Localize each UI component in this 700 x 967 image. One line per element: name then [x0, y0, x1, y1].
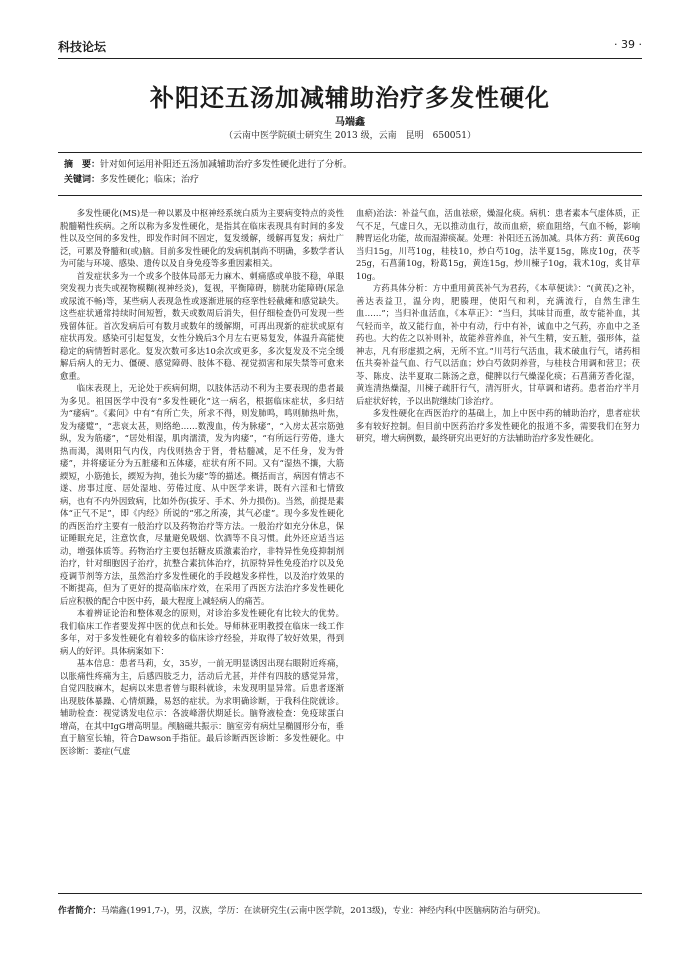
header-rule	[58, 58, 642, 59]
running-header	[58, 38, 642, 58]
abstract-top-rule	[58, 152, 642, 153]
body-paragraph: 方药具体分析：方中重用黄芪补气为君药，《本草便读》：“(黄芪)之补，善达表益卫，温分肉，肥腠理，使阳气和利，充满流行，自然生津生血……”；当归补血活血，《本草正》：“当归，其味甘而重，故专能补血，其气轻而辛，故又能行血，补中有动，行中有补，诚血中之气药，亦血中之圣药也。大约佐之以补则补，故能养营养血，补气生精，安五脏，强形体，益神志，凡有形虚损之病，无所不宜。”川芎行气活血，栽术破血行气，诸药相伍共奏补益气血、行气以活血；炒白芍敛阴养营，与桂枝合用调和营卫；茯苓、陈皮、法半夏取二陈汤之意，健脾以行气燥湿化痰；石菖蒲芳香化湿，黄连清热燥湿，川楝子疏肝行气，清泻肝火，甘草调和诸药。患者治疗半月后症状好转，予以出院继续门诊治疗。	[356, 283, 640, 406]
body-paragraph: 多发性硬化在西医治疗的基础上，加上中医中药的辅助治疗，患者症状多有较好控制。但目前中医药治疗多发性硬化的报道不多，需要我们在努力研究，增大病例数，最终研究出更好的方法辅助治疗多发性硬化。	[356, 408, 640, 443]
keywords-label: 关键词：	[64, 175, 101, 185]
article-title: 补阳还五汤加减辅助治疗多发性硬化	[150, 84, 550, 112]
footnote-text: 马端鑫(1991,7-)，男，汉族，学历：在读研究生(云南中医学院，2013级)，专业：神经内科(中医脑病防治与研究)。	[100, 906, 546, 916]
body-paragraph: 基本信息：患者马莉，女，35岁，一前无明显诱因出现右眼附近疼痛，以胀痛性疼痛为主，后感四肢乏力，活动后尤甚，并伴有四肢的感觉异常，自觉四肢麻木，起病以来患者曾与眼科就诊，未发现明显异常。后患者逐渐出现肢体暴躁、心情烦躁，易怒的症状。为求明确诊断，于我科住院就诊。辅助检查：视觉诱发电位示：各波峰潜伏期延长。脑脊液检查：免疫球蛋白增高，在其中IgG增高明显。颅脑磁共振示：脑室旁有病灶呈椭圆形分布，垂直于脑室长轴，符合Dawson手指征。最后诊断西医诊断：多发性硬化。中医诊断：萎症(气虚	[60, 658, 344, 756]
footnote-label: 作者简介：	[58, 906, 101, 916]
body-paragraph: 本着辨证论治和整体观念的原则，对诊治多发性硬化有比较大的优势。我们临床工作者要发挥中医的优点和长处。导师林亚明教授在临床一线工作多年，对于多发性硬化有着较多的临床诊疗经验，并取得了较好效果，得到病人的好评。具体病案如下：	[60, 608, 344, 656]
body-column-left	[60, 207, 344, 757]
body-paragraph: 临床表现上，无论处于疾病何期，以肢体活动不利为主要表现的患者最为多见。祖国医学中没有“多发性硬化”这一病名，根据临床症状，多归结为“痿病”。《素问》中有“有所亡失，所求不得，则发肺鸣，鸣则肺热叶焦，发为痿躄”，“悲哀太甚，则络绝……数溲血，传为脉痿”，“入房太甚宗筋弛纵，发为筋痿”，“居处相湿，肌肉濡渍，发为肉痿”，“有所远行劳倦，逢大热而渴，渴则阳气内伐，内伐则热舍于肾，骨枯髓减，足不任身，发为骨痿”，并将痿证分为五脏痿和五体痿，症状有所不同。又有“湿热不攘，大筋緛短，小筋弛长，緛短为拘，弛长为痿”等的描述。概括而言，病因有情志不遂、房事过度、居处湿地、劳倦过度、从中医学来讲，既有六淫和七情致病，也有不内外因致病，比如外伤(拔牙、手术、外力损伤)。当然，前提是素体“正气不足”，即《内经》所说的“邪之所凑，其气必虚”。现今多发性硬化的西医治疗主要有一般治疗以及药物治疗等方法。一般治疗如充分休息，保证睡眠充足，注意饮食，尽量避免吸烟、饮酒等不良习惯。此外还应适当运动，增强体质等。药物治疗主要包括糖皮质激素治疗，非特异性免疫抑制剂治疗，针对细胞因子治疗，抗整合素抗体治疗，抗原特异性免疫治疗以及免疫调节剂等方法，虽然治疗多发性硬化的手段越发多样性，以及治疗效果的不断提高，但为了更好的提高临床疗效，在采用了西医方法治疗多发性硬化后应积极的配合中医中药，最大程度上减轻病人的痛苦。	[60, 383, 344, 606]
keywords-line	[64, 173, 636, 188]
body-paragraph: 多发性硬化(MS)是一种以累及中枢神经系统白质为主要病变特点的炎性脱髓鞘性疾病。之所以称为多发性硬化，是指其在临床表现具有时间的多发性以及空间的多发性，即发作时间不固定，复发缓解，缓解再复发；病灶广泛，可累及脊髓和(或)脑。目前多发性硬化的发病机制尚不明确，多数学者认为可能与环境、感染、遗传以及自身免疫等多重因素相关。	[60, 208, 344, 268]
author-affiliation: （云南中医学院硕士研究生 2013 级，云南 昆明 650051）	[224, 131, 476, 141]
journal-name: 科技论坛	[58, 40, 107, 54]
author-name: 马端鑫	[335, 117, 365, 128]
footnote-rule	[58, 893, 642, 894]
abstract-label: 摘 要：	[64, 160, 101, 170]
page-number: · 39 ·	[614, 38, 642, 51]
body-paragraph: 血瘀)治法：补益气血，活血祛瘀，燥湿化痰。病机：患者素本气虚体质，正气不足，气虚日久，无以推动血行，故而血瘀，瘀血阻络，气血不畅，影响脾胃运化功能，故而湿滞痰凝。处理：补阳还五汤加减。具体方药：黄芪60g当归15g，川芎10g，桂枝10，炒白芍10g，法半夏15g，陈皮10g，茯苓25g，石菖蒲10g，粉葛15g，黄连15g，炒川楝子10g，栽术10g，炙甘草10g。	[356, 208, 641, 281]
abstract-bottom-rule	[58, 195, 642, 196]
keywords-text: 多发性硬化；临床；治疗	[100, 175, 200, 185]
abstract-block	[64, 158, 636, 188]
body-paragraph: 首发症状多为一个或多个肢体局部无力麻木、刺痛感或单肢不稳，单眼突发视力丧失或视物模糊(视神经炎)，复视，平衡障碍，膀胱功能障碍(尿急或尿流不畅)等，某些病人表现急性或逐渐进展的痉挛性轻截瘫和感觉缺失。这些症状通常持续时间短暂，数天或数周后消失，但仔细检查仍可发现一些残留体征。首次发病后可有数月或数年的缓解期，可再出现新的症状或原有症状再发。感染可引起复发，女性分娩后3个月左右更易复发，体温升高能使稳定的病情暂时恶化。复发次数可多达10余次或更多，多次复发及不完全缓解后病人的无力、僵硬、感觉障碍、肢体不稳、视觉损害和尿失禁等可愈来愈重。	[60, 270, 344, 381]
author-footnote	[58, 904, 642, 916]
body-column-right	[356, 207, 640, 445]
abstract-text: 针对如何运用补阳还五汤加减辅助治疗多发性硬化进行了分析。	[100, 160, 353, 170]
abstract-line	[64, 158, 636, 173]
